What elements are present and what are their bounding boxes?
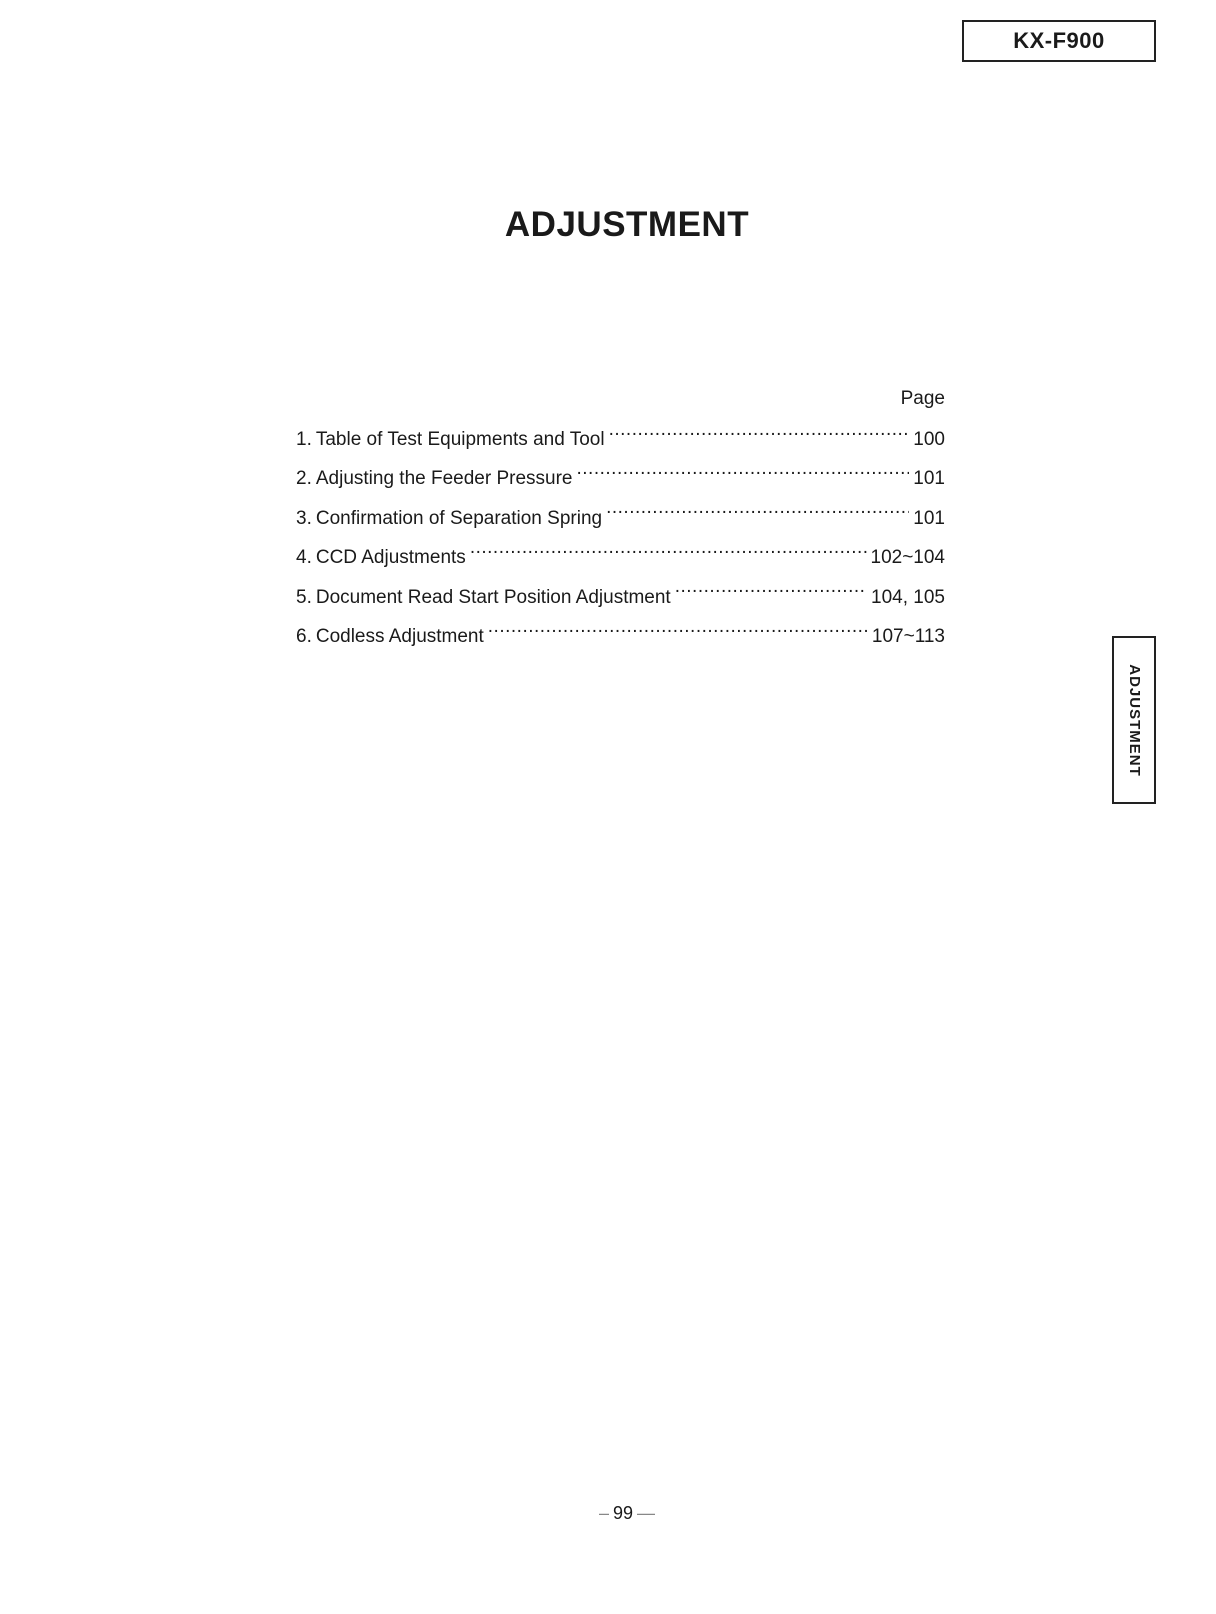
toc-leader-dots: [609, 426, 910, 445]
toc-item-page: 102~104: [870, 547, 945, 569]
toc-page-column-header: Page: [900, 388, 945, 409]
page-footer: [0, 1503, 1216, 1524]
toc-item-label: Confirmation of Separation Spring: [315, 507, 603, 529]
toc-item: [296, 538, 945, 577]
model-number: KX-F900: [1013, 28, 1105, 53]
toc-item: [296, 420, 945, 459]
page-title: ADJUSTMENT: [504, 205, 750, 244]
page-number-dash-right: —: [637, 1503, 656, 1523]
toc-leader-dots: [606, 505, 909, 524]
toc-item-label: Codless Adjustment: [315, 625, 484, 647]
toc-item-number: 1.: [296, 429, 312, 450]
toc-leader-dots: [470, 544, 867, 563]
toc-item-page: 100: [913, 429, 945, 450]
toc-item: [296, 499, 945, 538]
page-number: 99: [612, 1503, 634, 1523]
toc-item: [296, 578, 945, 617]
toc-item-label: Adjusting the Feeder Pressure: [315, 468, 573, 490]
table-of-contents: [296, 386, 945, 656]
toc-item-number: 5.: [296, 586, 312, 608]
toc-item-number: 6.: [296, 625, 312, 647]
model-number-box: [962, 20, 1156, 62]
toc-item-label: Document Read Start Position Adjustment: [315, 586, 671, 608]
section-side-tab: [1112, 636, 1156, 804]
toc-item-page: 101: [913, 507, 945, 529]
side-tab-label: ADJUSTMENT: [1125, 663, 1143, 777]
toc-item-number: 4.: [296, 547, 312, 569]
toc-item: [296, 617, 945, 656]
toc-leader-dots: [577, 465, 910, 484]
toc-item-number: 2.: [296, 468, 312, 490]
toc-leader-dots: [488, 623, 868, 642]
page-number-dash-left: –: [598, 1503, 609, 1523]
toc-item-label: CCD Adjustments: [315, 547, 466, 569]
toc-item-page: 107~113: [871, 625, 945, 647]
toc-item-page: 101: [913, 468, 945, 490]
toc-leader-dots: [675, 584, 867, 603]
toc-item-page: 104, 105: [871, 586, 945, 608]
toc-item-number: 3.: [296, 507, 312, 529]
toc-item-label: Table of Test Equipments and Tool: [315, 429, 605, 450]
toc-item: [296, 459, 945, 498]
